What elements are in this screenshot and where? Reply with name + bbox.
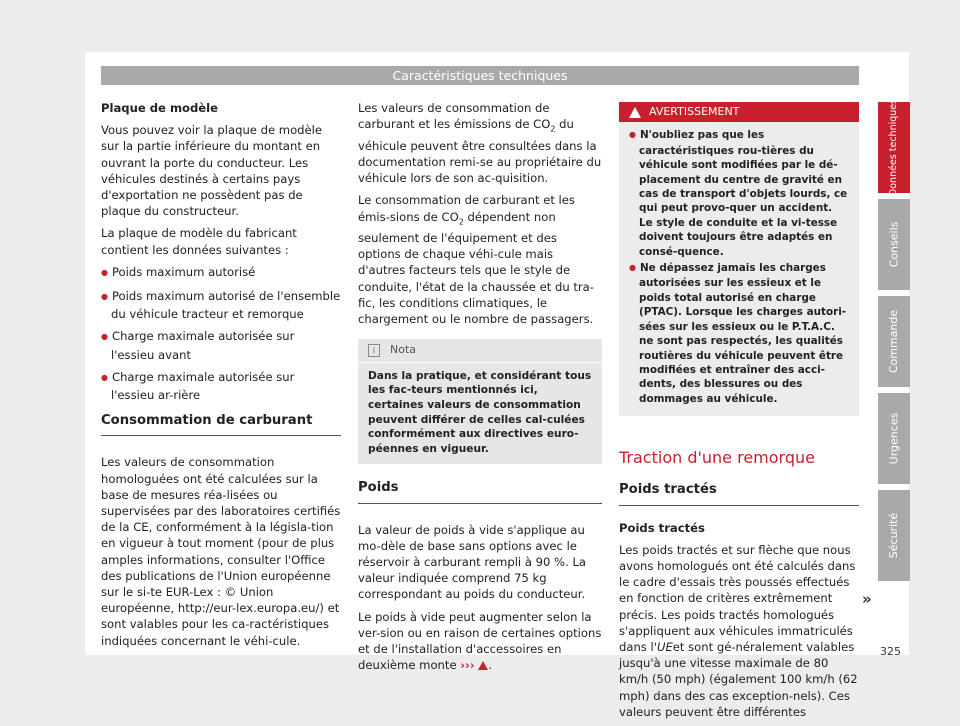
tab-commande[interactable]: Commande xyxy=(878,296,910,387)
page-header: Caractéristiques techniques xyxy=(101,66,859,85)
heading-towed-weights: Poids tractés xyxy=(619,520,705,535)
tab-urgences[interactable]: Urgences xyxy=(878,393,910,484)
list-item: ● N'oubliez pas que les caractéristiques rou-tières du véhicule sont modifiées par le dé-placement du centre de gravité en cas de transport d'objets lourds, ce qui peut provo-quer un accident. Le style de conduite et la vi-tesse doivent toujours être adaptés en consé-quence. xyxy=(629,128,849,259)
warning-box xyxy=(619,102,859,416)
column-3 xyxy=(619,102,859,726)
warning-header xyxy=(619,102,859,122)
warning-label: AVERTISSEMENT xyxy=(649,105,740,118)
column-1 xyxy=(101,100,341,655)
list-item: ● Poids maximum autorisé de l'ensemble du véhicule tracteur et remorque xyxy=(101,288,341,322)
continue-arrow: » xyxy=(862,590,872,608)
list-item: ● Ne dépassez jamais les charges autorisées sur les essieux et le poids total autorisé en charge (PTAC). Lorsque les charges autori-sées sur les essieux ou le P.T.A.C. ne sont pas respectés, les qualités routières du véhicule peuvent être modifiées et entraîner des acci-dents, des blessures ou des dommages au véhicule. xyxy=(629,261,849,406)
page-number: 325 xyxy=(880,645,901,658)
paragraph: Les poids tractés et sur flèche que nous avons homologués ont été calculés dans le cadre d'essais très poussés effectués en fonction de critères extrêmement précis. Les poids tractés homologués s'appliquent aux véhicules immatriculés dans l'UEet sont gé-néralement valables jusqu'à une vitesse maximale de 80 km/h (50 mph) (également 100 km/h (62 mph) dans des cas exception-nels). Ces valeurs peuvent être différentes xyxy=(619,542,858,719)
tab-securite[interactable]: Sécurité xyxy=(878,490,910,581)
cross-reference-arrows[interactable]: ››› xyxy=(460,658,475,673)
subheading-weight: Poids xyxy=(358,480,602,503)
note-text: Dans la pratique, et considérant tous les fac-teurs mentionnés ici, certaines valeurs de consommation peuvent différer de celles cal-culées conformément aux directives euro-péennes en vigueur. xyxy=(368,369,592,455)
note-label: Nota xyxy=(390,343,417,357)
list-item: ● Charge maximale autorisée sur l'essieu ar-rière xyxy=(101,369,341,403)
note-header xyxy=(358,339,602,363)
paragraph: Vous pouvez voir la plaque de modèle sur la partie inférieure du montant en ouvrant la porte du conducteur. Les véhicules destinés à certains pays d'exportation ne possèdent pas de plaque du constructeur. xyxy=(101,123,323,219)
note-box xyxy=(358,339,602,464)
tab-conseils[interactable]: Conseils xyxy=(878,199,910,290)
paragraph: La plaque de modèle du fabricant contient les données suivantes : xyxy=(101,226,297,257)
paragraph: Les valeurs de consommation homologuées ont été calculées sur la base de mesures réa-lisées ou supervisées par des laboratoires certifiés de la CE, conformément à la législa-tion en vigueur à tout moment (pour de plus amples informations, consulter l'Office des publications de l'Union européenne sur le si-te EUR-Lex : © Union européenne, http://eur-lex.europa.eu/) et sont valables pour les ca-ractéristiques indiquées concernant le véhi-cule. xyxy=(101,455,341,648)
column-2 xyxy=(358,100,602,679)
tab-donnees-techniques[interactable]: Données techniques xyxy=(878,102,910,193)
subheading-towed-weights: Poids tractés xyxy=(619,482,859,505)
section-title-trailer: Traction d'une remorque xyxy=(619,448,815,468)
heading-model-plate: Plaque de modèle xyxy=(101,101,218,115)
paragraph: La valeur de poids à vide s'applique au mo-dèle de base sans options avec le réservoir à carburant rempli à 90 %. La valeur indiquée comprend 75 kg correspondant au poids du conducteur. xyxy=(358,522,587,602)
paragraph: Les valeurs de consommation de carburant et les émissions de $CO_2$ du véhicule peuvent être consultées dans la documentation remi-se au propriétaire du véhicule lors de son ac-quisition. xyxy=(358,101,602,186)
subheading-fuel-consumption: Consommation de carburant xyxy=(101,413,341,436)
warning-text xyxy=(619,122,859,416)
paragraph: Le poids à vide peut augmenter selon la ver-sion ou en raison de certaines options et de l'installation d'accessoires en deuxième monte ››› . xyxy=(358,609,602,673)
list-item: ● Charge maximale autorisée sur l'essieu avant xyxy=(101,328,341,362)
warning-triangle-icon xyxy=(629,107,641,118)
warning-icon xyxy=(478,661,488,670)
info-icon: i xyxy=(368,344,380,357)
paragraph: Le consommation de carburant et les émis-sions de $CO_2$ dépendent non seulement de l'équipement et des options de chaque véhi-cule mais d'autres facteurs tels que le style de conduite, l'état de la chaussée et du tra-fic, les conditions climatiques, le chargement ou le nombre de passagers. xyxy=(358,193,594,327)
list-item: ● Poids maximum autorisé xyxy=(101,264,341,282)
